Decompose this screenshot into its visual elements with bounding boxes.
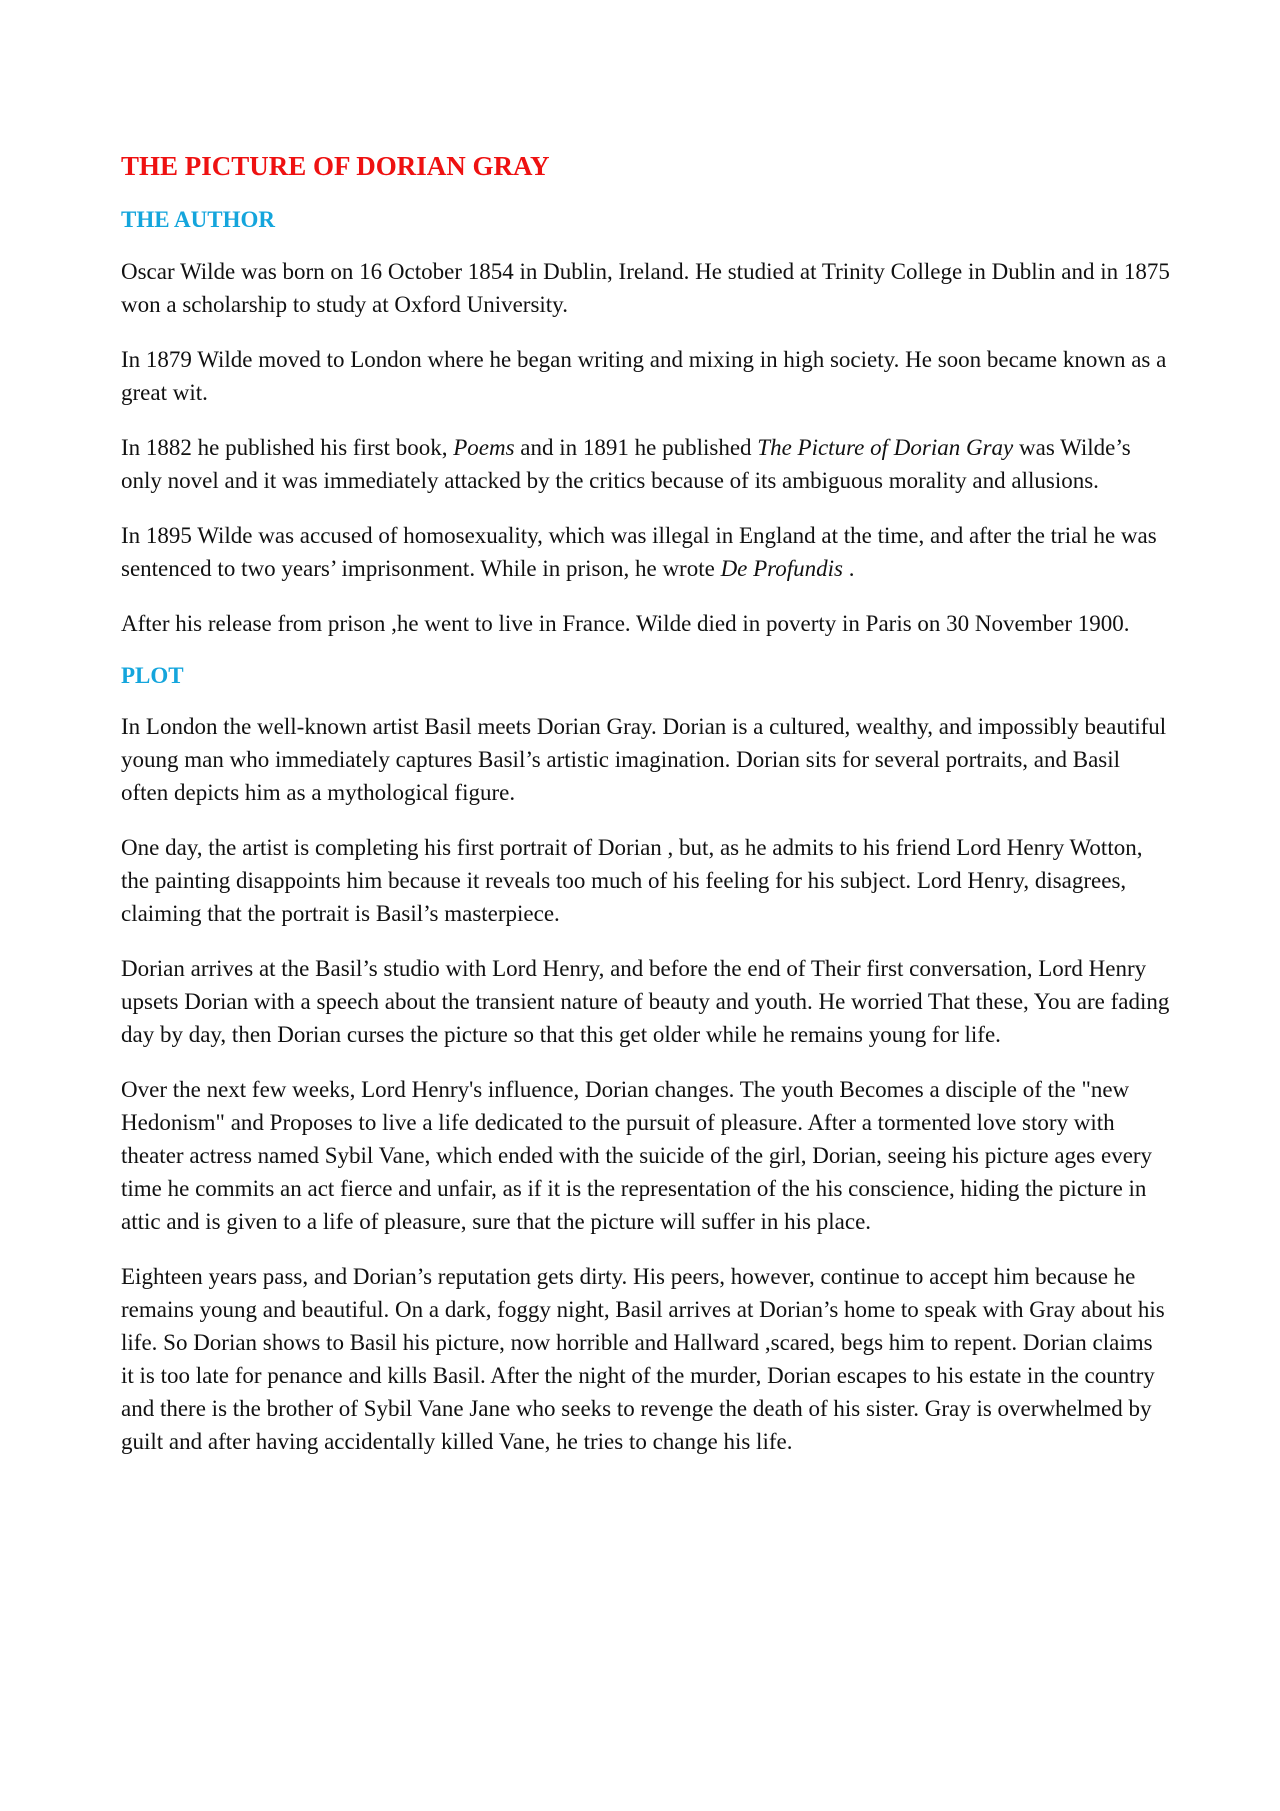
plot-paragraph-5: Eighteen years pass, and Dorian’s reputation gets dirty. His peers, however, continue to accept him because he remains young and beautiful. On a dark, foggy night, Basil arrives at Dorian’s home to speak with Gray about his life. So Dorian shows to Basil his picture, now horrible and Hallward ,scared, begs him to repent. Dorian claims it is too late for penance and kills Basil. After the night of the murder, Dorian escapes to his estate in the country and there is the brother of Sybil Vane Jane who seeks to revenge the death of his sister. Gray is overwhelmed by guilt and after having accidentally killed Vane, he tries to change his life. — [121, 1264, 1165, 1455]
book-title-poems: Poems — [453, 434, 515, 460]
author-paragraph-4-text-a: In 1895 Wilde was accused of homosexuality, which was illegal in England at the time, and after the trial he was sentenced to two years’ imprisonment. While in prison, he wrote — [121, 522, 1157, 581]
author-paragraph-4-text-c: . — [843, 555, 855, 581]
author-paragraph-1: Oscar Wilde was born on 16 October 1854 in Dublin, Ireland. He studied at Trinity College in Dublin and in 1875 won a scholarship to study at Oxford University. — [121, 258, 1170, 317]
plot-paragraph-1: In London the well-known artist Basil meets Dorian Gray. Dorian is a cultured, wealthy, and impossibly beautiful young man who immediately captures Basil’s artistic imagination. Dorian sits for several portraits, and Basil often depicts him as a mythological figure. — [121, 714, 1167, 806]
author-paragraph-4 — [121, 519, 1171, 585]
author-paragraph-3 — [121, 431, 1171, 497]
author-paragraph-2: In 1879 Wilde moved to London where he began writing and mixing in high society. He soon became known as a great wit. — [121, 346, 1167, 405]
author-paragraph-3-text-e: was Wilde’s only novel and it was immediately attacked by the critics because of its ambiguous morality and allusions. — [121, 434, 1131, 493]
document-page — [121, 150, 1171, 1480]
book-title-de-profundis: De Profundis — [720, 555, 844, 581]
plot-paragraph-4: Over the next few weeks, Lord Henry's influence, Dorian changes. The youth Becomes a disciple of the "new Hedonism" and Proposes to live a life dedicated to the pursuit of pleasure. After a tormented love story with theater actress named Sybil Vane, which ended with the suicide of the girl, Dorian, seeing his picture ages every time he commits an act fierce and unfair, as if it is the representation of the his conscience, hiding the picture in attic and is given to a life of pleasure, sure that the picture will suffer in his place. — [121, 1077, 1153, 1235]
author-paragraph-3-text-c: and in 1891 he published — [514, 434, 758, 460]
plot-paragraph-2: One day, the artist is completing his first portrait of Dorian , but, as he admits to his friend Lord Henry Wotton, the painting disappoints him because it reveals too much of his feeling for his subject. Lord Henry, disagrees, claiming that the portrait is Basil’s masterpiece. — [121, 835, 1143, 927]
author-paragraph-5: After his release from prison ,he went to live in France. Wilde died in poverty in Paris on 30 November 1900. — [121, 610, 1130, 636]
document-title: THE PICTURE OF DORIAN GRAY — [121, 151, 550, 181]
author-paragraph-3-text-a: In 1882 he published his first book, — [121, 434, 454, 460]
section-heading-author: THE AUTHOR — [121, 206, 276, 232]
section-heading-plot: PLOT — [121, 662, 184, 688]
plot-paragraph-3: Dorian arrives at the Basil’s studio with Lord Henry, and before the end of Their first conversation, Lord Henry upsets Dorian with a speech about the transient nature of beauty and youth. He worried That these, You are fading day by day, then Dorian curses the picture so that this get older while he remains young for life. — [121, 956, 1170, 1048]
book-title-dorian-gray: The Picture of Dorian Gray — [757, 434, 1014, 460]
